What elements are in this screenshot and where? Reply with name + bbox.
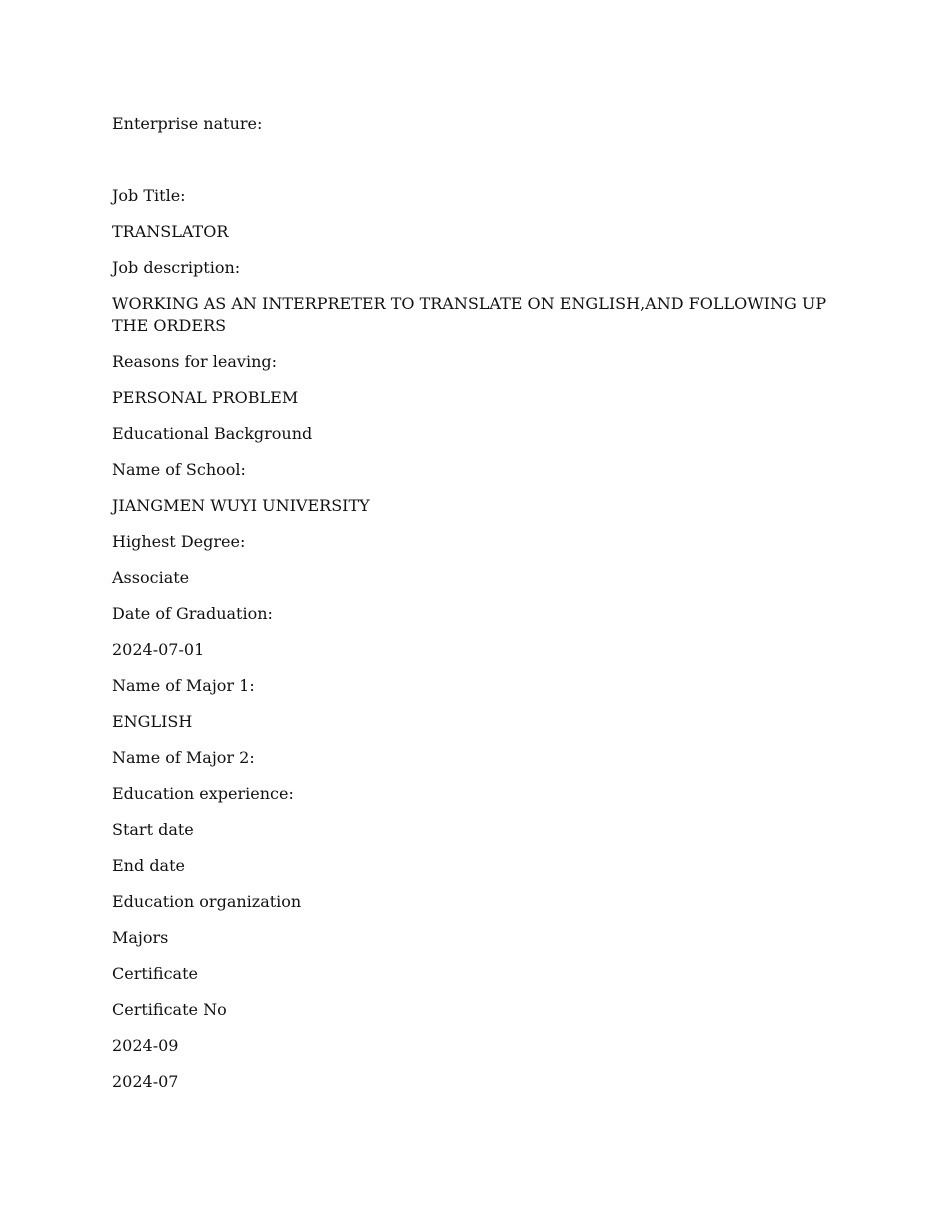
name-of-school-label: Name of School:: [112, 460, 246, 479]
job-title-value: TRANSLATOR: [112, 222, 229, 241]
education-experience-label: Education experience:: [112, 784, 294, 803]
date-of-graduation-value: 2024-07-01: [112, 640, 205, 659]
major-1-label: Name of Major 1:: [112, 676, 255, 695]
end-date-label: End date: [112, 856, 185, 875]
job-title-label: Job Title:: [112, 186, 186, 205]
start-date-label: Start date: [112, 820, 194, 839]
reasons-for-leaving-value: PERSONAL PROBLEM: [112, 388, 299, 407]
certificate-label: Certificate: [112, 964, 198, 983]
educational-background-heading: Educational Background: [112, 424, 313, 443]
job-description-value: WORKING AS AN INTERPRETER TO TRANSLATE ON ENGLISH,AND FOLLOWING UP THE ORDERS: [112, 294, 827, 335]
highest-degree-value: Associate: [112, 568, 190, 587]
document-body: [112, 113, 832, 1107]
education-organization-label: Education organization: [112, 892, 302, 911]
highest-degree-label: Highest Degree:: [112, 532, 246, 551]
enterprise-nature-label: Enterprise nature:: [112, 114, 263, 133]
job-description-label: Job description:: [112, 258, 241, 277]
date-of-graduation-label: Date of Graduation:: [112, 604, 273, 623]
major-1-value: ENGLISH: [112, 712, 193, 731]
certificate-no-label: Certificate No: [112, 1000, 227, 1019]
start-date-value: 2024-09: [112, 1036, 179, 1055]
end-date-value: 2024-07: [112, 1072, 179, 1091]
reasons-for-leaving-label: Reasons for leaving:: [112, 352, 278, 371]
name-of-school-value: JIANGMEN WUYI UNIVERSITY: [112, 496, 370, 515]
major-2-label: Name of Major 2:: [112, 748, 255, 767]
majors-label: Majors: [112, 928, 169, 947]
